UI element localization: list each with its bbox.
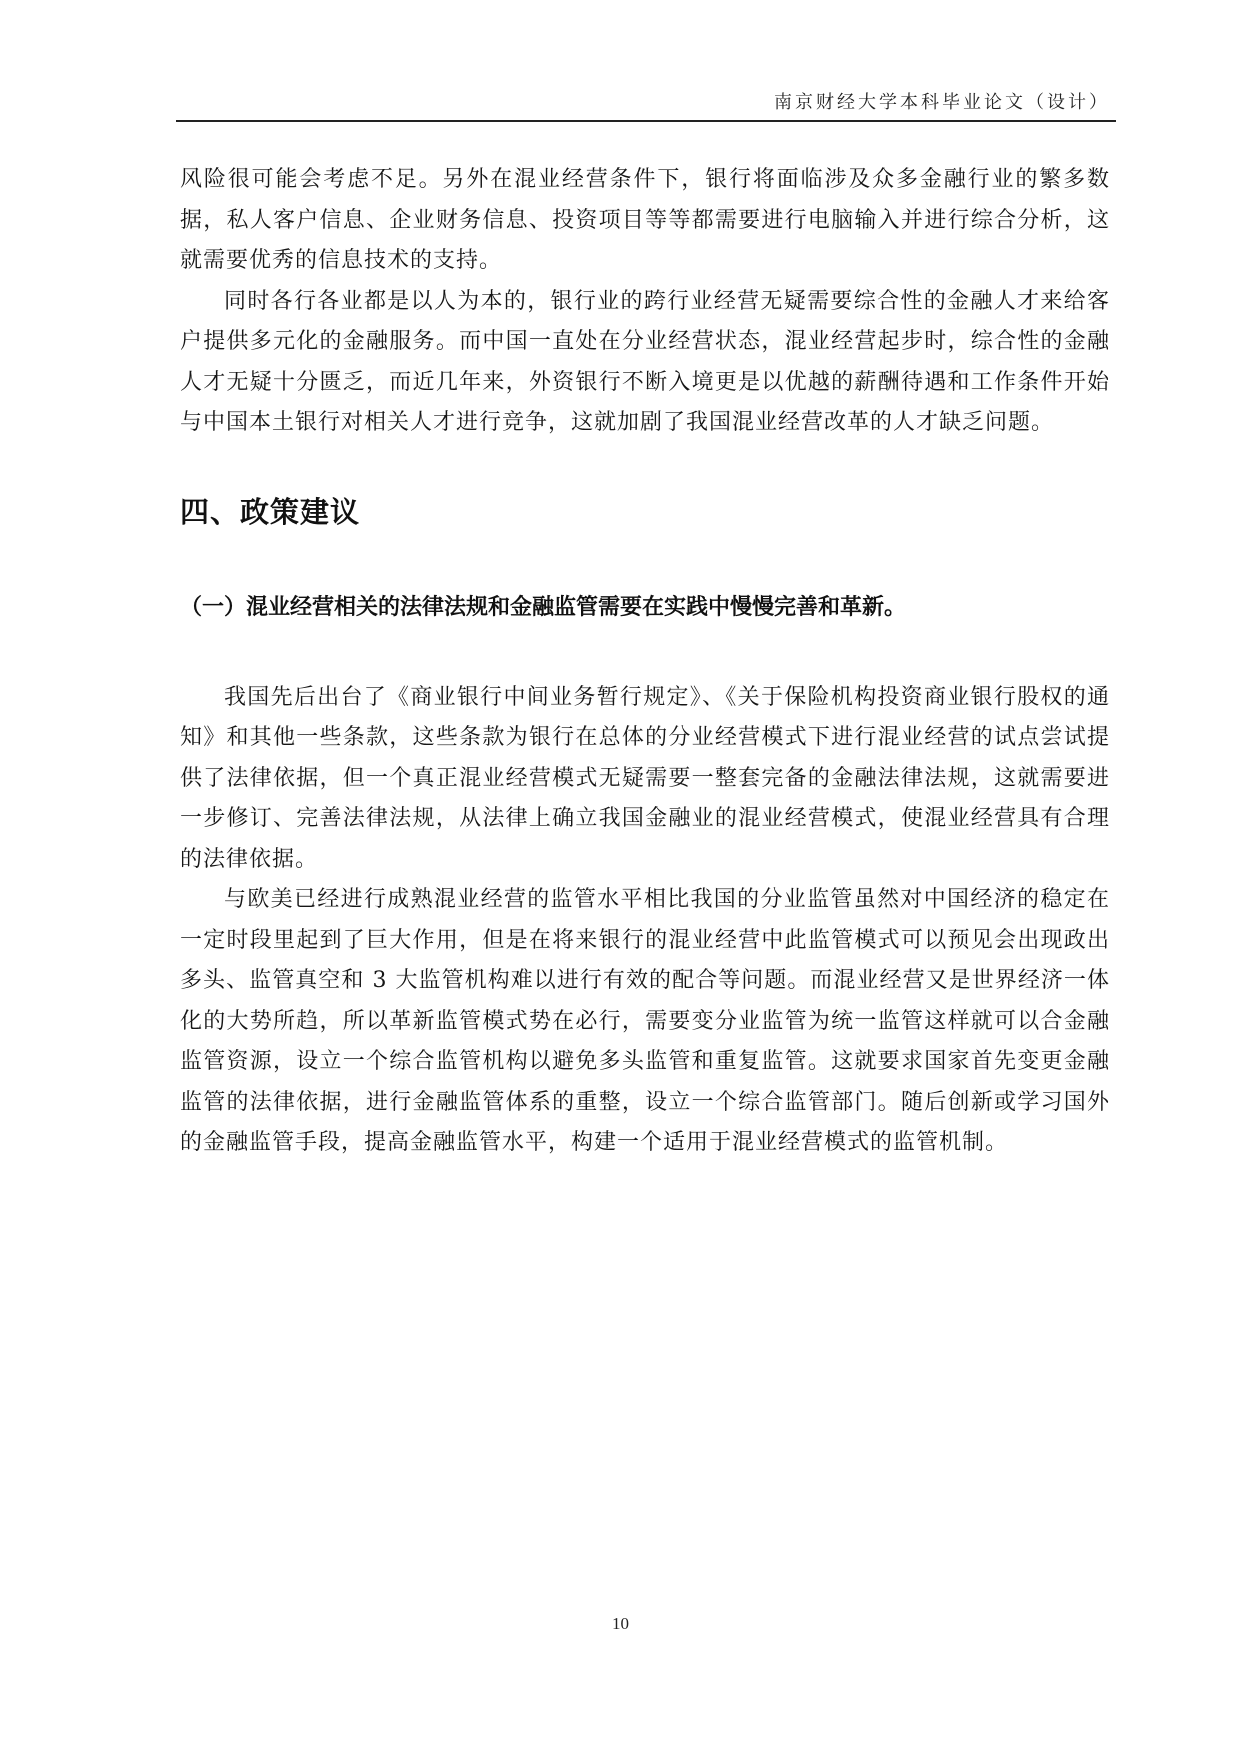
header-title: 南京财经大学本科毕业论文（设计） (774, 92, 1110, 113)
page-body (180, 160, 1110, 1164)
paragraph-2: 同时各行各业都是以人为本的，银行业的跨行业经营无疑需要综合性的金融人才来给客户提供多元化的金融服务。而中国一直处在分业经营状态，混业经营起步时，综合性的金融人才无疑十分匮乏，而近几年来，外资银行不断入境更是以优越的薪酬待遇和工作条件开始与中国本土银行对相关人才进行竞争，这就加剧了我国混业经营改革的人才缺乏问题。 (180, 288, 1110, 435)
paragraph-3: 我国先后出台了《商业银行中间业务暂行规定》、《关于保险机构投资商业银行股权的通知》和其他一些条款，这些条款为银行在总体的分业经营模式下进行混业经营的试点尝试提供了法律依据，但一个真正混业经营模式无疑需要一整套完备的金融法律法规，这就需要进一步修订、完善法律法规，从法律上确立我国金融业的混业经营模式，使混业经营具有合理的法律依据。 (180, 684, 1110, 872)
section-heading: 四、政策建议 (180, 494, 361, 529)
paragraph-4: 与欧美已经进行成熟混业经营的监管水平相比我国的分业监管虽然对中国经济的稳定在一定时段里起到了巨大作用，但是在将来银行的混业经营中此监管模式可以预见会出现政出多头、监管真空和 3 大监管机构难以进行有效的配合等问题。而混业经营又是世界经济一体化的大势所趋，所以革新监管模式势在必行，需要变分业监管为统一监管这样就可以合金融监管资源，设立一个综合监管机构以避免多头监管和重复监管。这就要求国家首先变更金融监管的法律依据，进行金融监管体系的重整，设立一个综合监管部门。随后创新或学习国外的金融监管手段，提高金融监管水平，构建一个适用于混业经营模式的监管机制。 (180, 887, 1110, 1155)
subsection-heading: （一）混业经营相关的法律法规和金融监管需要在实践中慢慢完善和革新。 (180, 594, 907, 620)
page-header (176, 86, 1116, 122)
page-number: 10 (612, 1614, 629, 1633)
paragraph-1: 风险很可能会考虑不足。另外在混业经营条件下，银行将面临涉及众多金融行业的繁多数据，私人客户信息、企业财务信息、投资项目等等都需要进行电脑输入并进行综合分析，这就需要优秀的信息技术的支持。 (180, 167, 1110, 273)
